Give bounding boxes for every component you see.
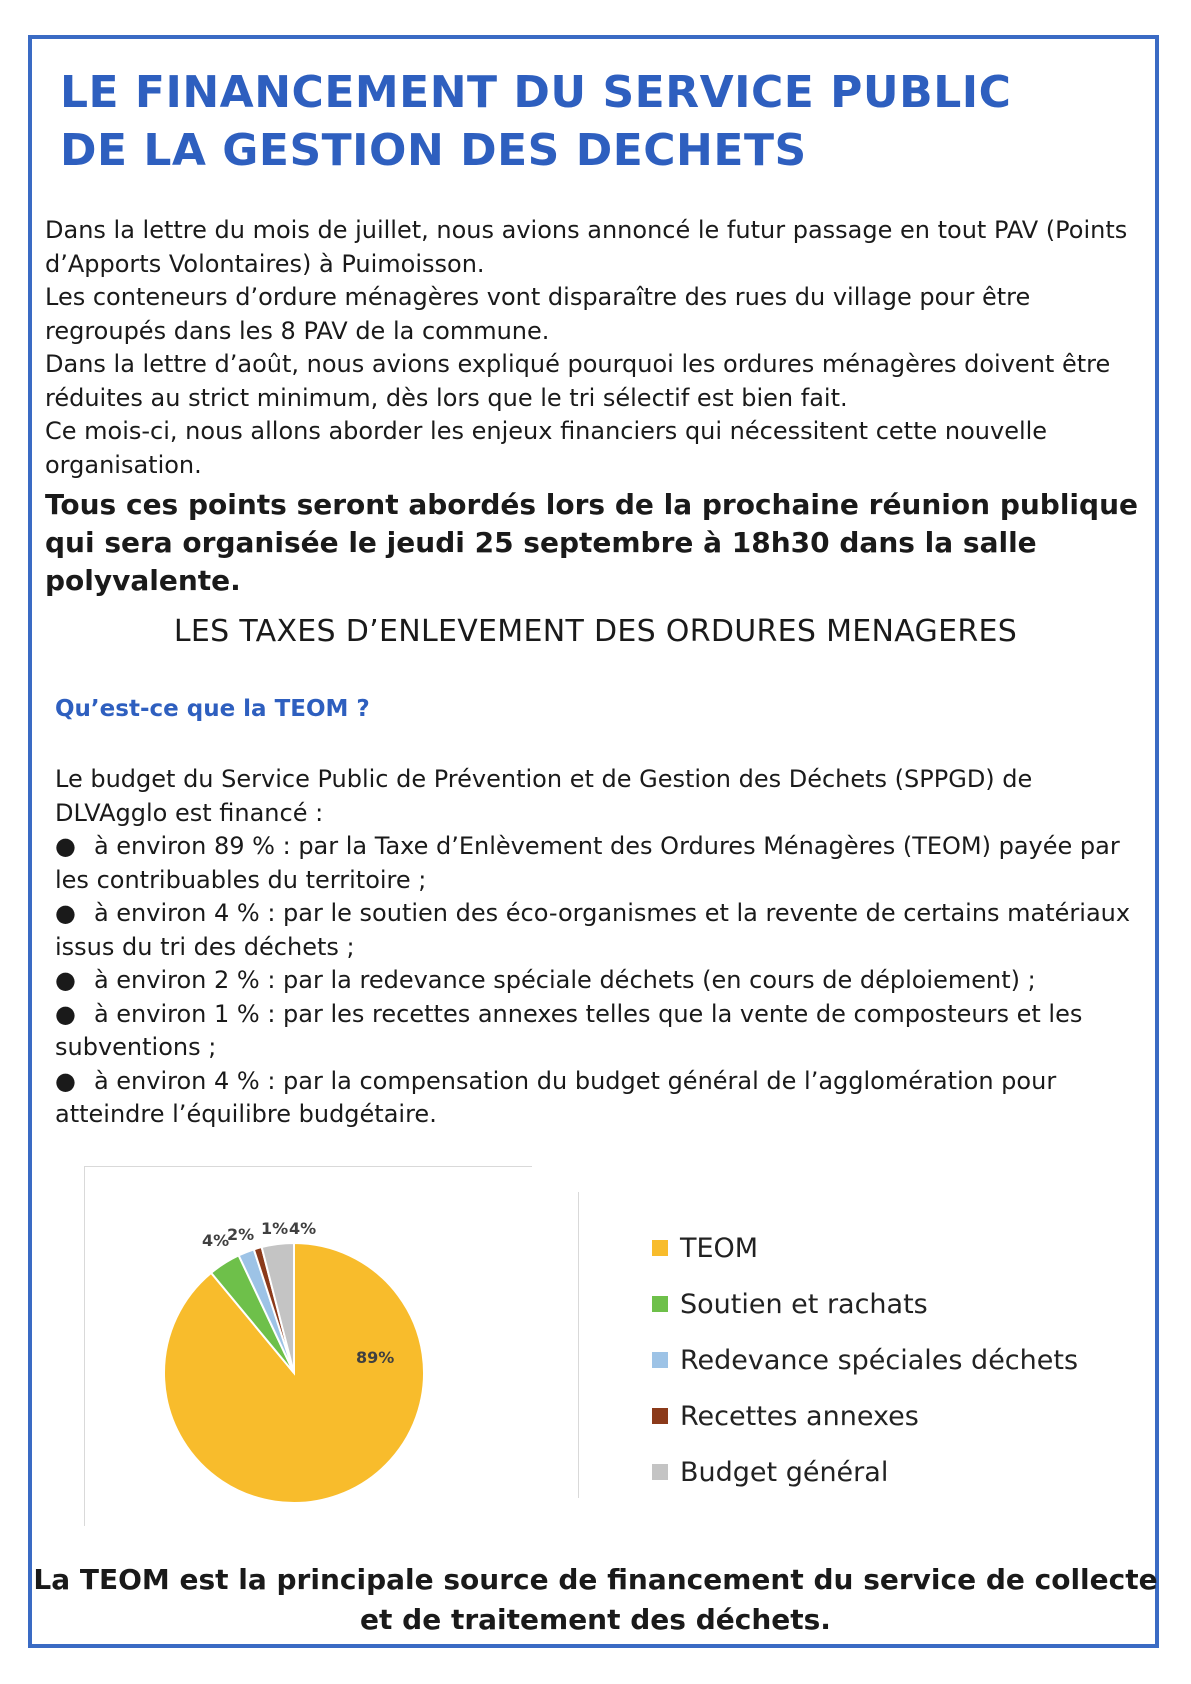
bullet-icon: ● <box>55 966 76 994</box>
legend-label: TEOM <box>680 1232 759 1264</box>
legend-item <box>652 1276 1078 1332</box>
intro-paragraph: Les conteneurs d’ordure ménagères vont disparaître des rues du village pour être regroupés dans les 8 PAV de la commune. <box>45 283 1031 345</box>
budget-text <box>55 763 1150 1132</box>
meeting-note: Tous ces points seront abordés lors de la prochaine réunion publique qui sera organisée le jeudi 25 septembre à 18h30 dans la salle polyvalente. <box>45 488 1138 597</box>
funding-item-text: à environ 1 % : par les recettes annexes telles que la vente de composteurs et les subventions ; <box>55 999 1083 1061</box>
pie-data-label: 2% <box>227 1225 255 1244</box>
pie-chart <box>84 1166 584 1526</box>
legend-item <box>652 1388 1078 1444</box>
budget-intro: Le budget du Service Public de Prévention et de Gestion des Déchets (SPPGD) de DLVAgglo est financé : <box>55 765 1033 827</box>
legend-swatch <box>652 1240 668 1256</box>
pie-data-label: 4% <box>289 1219 317 1238</box>
title-line-1: LE FINANCEMENT DU SERVICE PUBLIC <box>60 67 1012 118</box>
legend-swatch <box>652 1408 668 1424</box>
funding-item-text: à environ 4 % : par le soutien des éco-organismes et la revente de certains matériaux issus du tri des déchets ; <box>55 899 1131 961</box>
legend-item <box>652 1444 1078 1500</box>
funding-item <box>55 1065 1150 1132</box>
legend-swatch <box>652 1464 668 1480</box>
funding-item <box>55 897 1150 964</box>
legend-swatch <box>652 1296 668 1312</box>
conclusion-line-1: La TEOM est la principale source de financement du service de collecte <box>33 1563 1158 1596</box>
legend-label: Soutien et rachats <box>680 1288 928 1320</box>
pie-data-label: 4% <box>202 1231 230 1250</box>
funding-item <box>55 964 1150 998</box>
chart-legend <box>652 1220 1078 1500</box>
page-title <box>60 64 1011 180</box>
conclusion-line-2: et de traitement des déchets. <box>360 1603 831 1636</box>
funding-item-text: à environ 2 % : par la redevance spéciale déchets (en cours de déploiement) ; <box>93 966 1036 994</box>
funding-item-text: à environ 89 % : par la Taxe d’Enlèvement des Ordures Ménagères (TEOM) payée par les contribuables du territoire ; <box>55 832 1120 894</box>
conclusion-text <box>0 1560 1191 1640</box>
bullet-icon: ● <box>55 832 76 860</box>
funding-item-text: à environ 4 % : par la compensation du budget général de l’agglomération pour atteindre l’équilibre budgétaire. <box>55 1066 1057 1128</box>
intro-paragraph: Ce mois-ci, nous allons aborder les enjeux financiers qui nécessitent cette nouvelle organisation. <box>45 417 1048 479</box>
legend-label: Budget général <box>680 1456 889 1488</box>
legend-label: Recettes annexes <box>680 1400 919 1432</box>
funding-item <box>55 830 1150 897</box>
intro-text <box>45 214 1155 482</box>
bullet-icon: ● <box>55 999 76 1028</box>
intro-paragraph: Dans la lettre d’août, nous avions expliqué pourquoi les ordures ménagères doivent être réduites au strict minimum, dès lors que le tri sélectif est bien fait. <box>45 350 1111 412</box>
funding-list <box>55 830 1150 1132</box>
funding-item <box>55 998 1150 1065</box>
legend-swatch <box>652 1352 668 1368</box>
teom-question-heading: Qu’est-ce que la TEOM ? <box>55 696 370 722</box>
legend-label: Redevance spéciales déchets <box>680 1344 1079 1376</box>
legend-item <box>652 1332 1078 1388</box>
legend-item <box>652 1220 1078 1276</box>
intro-paragraph: Dans la lettre du mois de juillet, nous avions annoncé le futur passage en tout PAV (Points d’Apports Volontaires) à Puimoisson. <box>45 216 1128 278</box>
bullet-icon: ● <box>55 1066 76 1095</box>
bullet-icon: ● <box>55 899 76 927</box>
pie-data-label: 89% <box>356 1348 395 1367</box>
section-title: LES TAXES D’ENLEVEMENT DES ORDURES MENAGERES <box>173 614 1018 649</box>
pie-chart-area <box>84 1166 584 1526</box>
title-line-2: DE LA GESTION DES DECHETS <box>60 125 807 176</box>
pie-data-label: 1% <box>261 1219 289 1238</box>
